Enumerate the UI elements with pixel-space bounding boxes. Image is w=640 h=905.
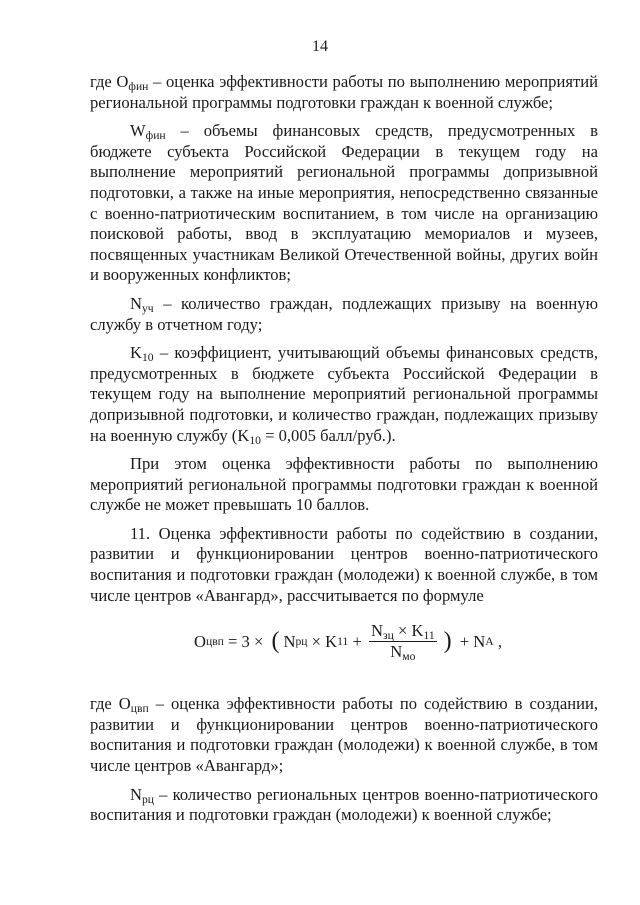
definition-k10: $K_{10}$ – коэффициент, учитывающий объемы финансовых средств, предусмотренных в бюджете субъекта Российской Федерации в текущем году на выполнение мероприятий региональной программы допризывной подготовки, и количество граждан, подлежащих призыву на военную службу ($K_{10} = 0,005$ балл/руб.).	[90, 343, 598, 447]
definition-n-rc: $N_{рц}$ – количество региональных центров военно-патриотического воспитания и подготовки граждан (молодежи) к военной службе;	[90, 784, 598, 825]
page-number: 14	[312, 38, 328, 55]
limit-paragraph: При этом оценка эффективности работы по выполнению мероприятий региональной программы подготовки граждан к военной службе не может превышать 10 баллов.	[90, 454, 598, 515]
definition-w-fin: $W_{фин}$ – объемы финансовых средств, предусмотренных в бюджете субъекта Российской Федерации в текущем году на выполнение мероприятий региональной программы допризывной подготовки, а также на иные мероприятия, непосредственно связанные с военно-патриотическим воспитанием, в том числе на организацию поисковой работы, ввод в эксплуатацию мемориалов и музеев, посвященных участникам Великой Отечественной войны, других войн и вооруженных конфликтов;	[90, 121, 598, 285]
section-11-paragraph: 11. Оценка эффективности работы по содействию в создании, развитии и функционировании центров военно-патриотического воспитания и подготовки граждан (молодежи) к военной службе, в том числе центров «Авангард», рассчитывается по формуле	[90, 523, 598, 605]
formula-o-cvp: О цвп = 3 × ( N рц × K 11 + $\frac{N_{зц} \times K_{11}}{N_{мо}}$ ) + N А ,	[194, 621, 502, 664]
formula-fraction: $\frac{N_{зц} \times K_{11}}{N_{мо}}$	[371, 621, 435, 664]
definition-o-cvp: где $О_{цвп}$ – оценка эффективности работы по содействию в создании, развитии и функционировании центров военно-патриотического воспитания и подготовки граждан (молодежи) к военной службе, в том числе центров «Авангард»;	[90, 694, 598, 776]
definition-o-fin: где $О_{фин}$ – оценка эффективности работы по выполнению мероприятий региональной программы подготовки граждан к военной службе;	[90, 72, 598, 112]
definition-n-uch: $N_{уч}$ – количество граждан, подлежащих призыву на военную службу в отчетном году;	[90, 293, 598, 334]
document-body	[90, 72, 598, 826]
